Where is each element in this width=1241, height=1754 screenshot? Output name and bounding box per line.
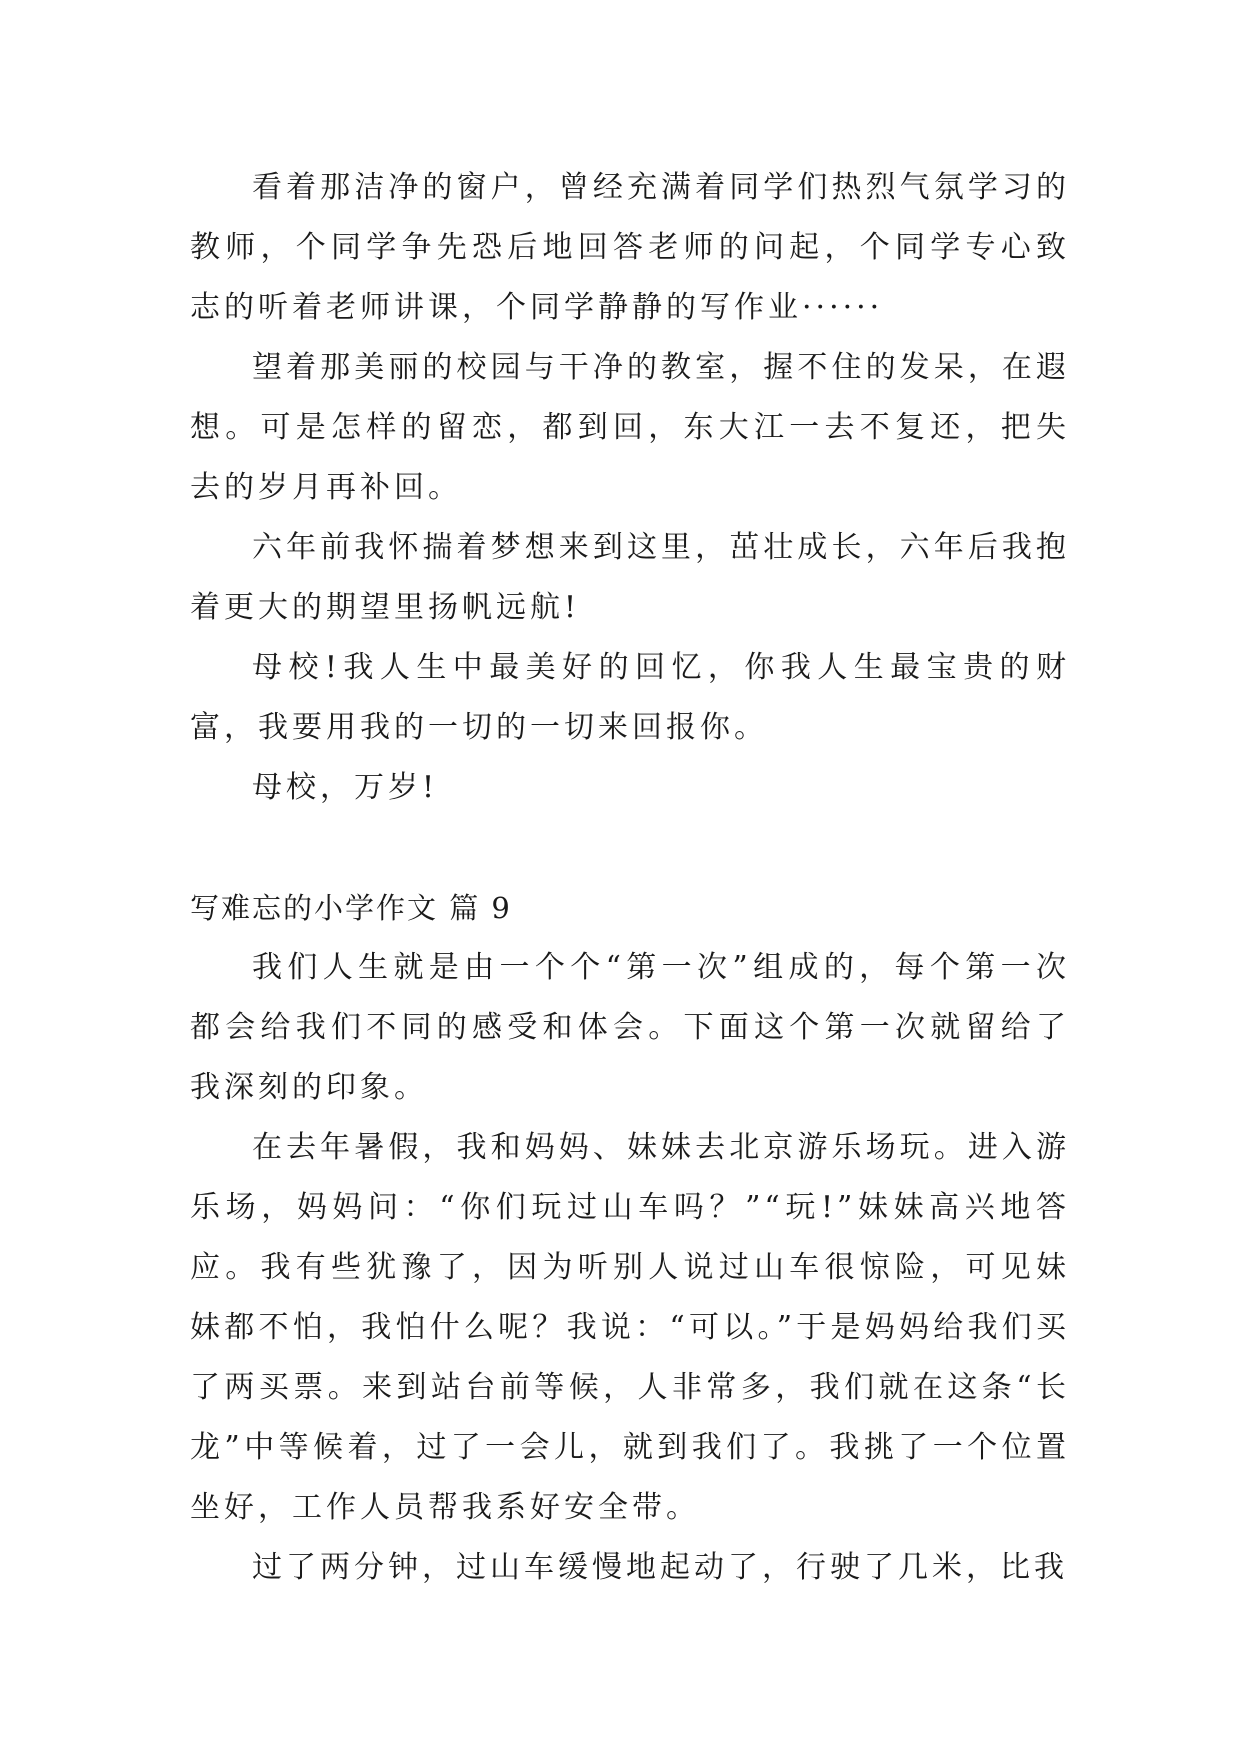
paragraph-campus: 望着那美丽的校园与干净的教室，握不住的发呆，在遐想。可是怎样的留恋，都到回，东大江一去不复还，把失去的岁月再补回。 xyxy=(190,350,1070,505)
paragraph-amusement-park: 在去年暑假，我和妈妈、妹妹去北京游乐场玩。进入游乐场，妈妈问：“你们玩过山车吗？”“玩!”妹妹高兴地答应。我有些犹豫了，因为听别人说过山车很惊险，可见妹妹都不怕，我怕什么呢？我说：“可以。”于是妈妈给我们买了两买票。来到站台前等候，人非常多，我们就在这条“长龙”中等候着，过了一会儿，就到我们了。我挑了一个位置坐好，工作人员帮我系好安全带。 xyxy=(190,1130,1070,1525)
paragraph-window: 看着那洁净的窗户，曾经充满着同学们热烈气氛学习的教师，个同学争先恐后地回答老师的问起，个同学专心致志的听着老师讲课，个同学静静的写作业······ xyxy=(190,170,1070,325)
paragraph-coaster-start: 过了两分钟，过山车缓慢地起动了，行驶了几米，比我 xyxy=(252,1550,1068,1585)
article-body xyxy=(190,158,1070,1598)
section-heading: 写难忘的小学作文 篇 9 xyxy=(190,891,512,925)
paragraph-six-years: 六年前我怀揣着梦想来到这里，茁壮成长，六年后我抱着更大的期望里扬帆远航! xyxy=(190,530,1070,625)
paragraph-first-time: 我们人生就是由一个个“第一次”组成的，每个第一次都会给我们不同的感受和体会。下面这个第一次就留给了我深刻的印象。 xyxy=(190,950,1070,1105)
paragraph-long-live: 母校，万岁! xyxy=(252,770,439,805)
paragraph-alma-mater: 母校!我人生中最美好的回忆，你我人生最宝贵的财富，我要用我的一切的一切来回报你。 xyxy=(190,650,1070,745)
